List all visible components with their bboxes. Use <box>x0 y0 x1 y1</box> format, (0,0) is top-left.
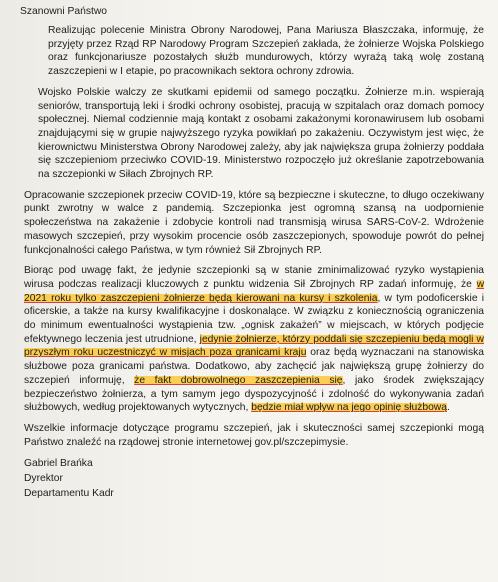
highlight-voluntary: że fakt dobrowolnego zaszczepienia się <box>134 374 343 386</box>
paragraph-4-text-2: , w tym podoficerskie i oficerskie, a także na kursy kwalifikacyjne i doskonalące. W związku z koniecznością ograniczenia do minimum ewentualności wystąpienia tzw. „ognisk zakażeń” w miejscach, w których podjęcie efektywnego leczenia jest utrudnione, <box>24 292 484 345</box>
paragraph-3: Opracowanie szczepionek przeciw COVID-19, które są bezpieczne i skuteczne, to długo oczekiwany punkt zwrotny w walce z pandemią. Szczepionka jest ogromną szansą na uodpornienie społeczeństwa na zakażenie i zdobycie kontroli nad transmisją wirusa SARS-CoV-2. Wdrożenie masowych szczepień, przy wysokim procencie osób zaszczepionych, spowoduje powrót do pełnej funkcjonalności całego Państwa, w tym również Sił Zbrojnych RP. <box>24 189 484 256</box>
paragraph-4-text-3: oraz będą wyznaczani na stanowiska służbowe poza granicami państwa. Dodatkowo, aby zachęcić jak największą grupę żołnierzy do szczepień informuję, <box>24 347 484 386</box>
paragraph-4-text-1: Biorąc pod uwagę fakt, że jedynie szczepionki są w stanie zminimalizować ryzyko wystąpienia wirusa podczas realizacji kluczowych z punktu widzenia Sił Zbrojnych RP zadań informuję, że <box>24 265 484 290</box>
paragraph-4 <box>20 264 484 415</box>
highlight-opinion: będzie miał wpływ na jego opinię służbową <box>251 402 447 414</box>
signature-role: Dyrektor <box>24 473 63 485</box>
signature-department: Departamentu Kadr <box>24 488 114 500</box>
signature-block <box>20 456 484 501</box>
paragraph-4-text-5: . <box>446 402 450 414</box>
paragraph-5: Wszelkie informacje dotyczące programu szczepień, jak i skuteczności samej szczepionki mogą Państwo znaleźć na rządowej stronie internetowej gov.pl/szczepimysie. <box>24 422 484 448</box>
paragraph-4-text-4: , jako środek zwiększający bezpieczeństwo żołnierza, a tym samym jego dyspozycyjność i zdolność do wykonywania zadań służbowych, według projektowanych wytycznych, <box>24 374 484 414</box>
highlight-missions: jedynie żołnierze, którzy poddali się szczepieniu będą mogli w przyszłym roku uczestniczyć w misjach poza granicami kraju <box>24 333 484 359</box>
highlight-training: w 2021 roku tylko zaszczepieni żołnierze będą kierowani na kursy i szkolenia <box>24 278 484 304</box>
paragraph-1: Realizując polecenie Ministra Obrony Narodowej, Pana Mariusza Błaszczaka, informuję, że przyjęty przez Rząd RP Narodowy Program Szczepień zakłada, że żołnierze Wojska Polskiego oraz funkcjonariusze pozostałych służb mundurowych, którzy wyrażą taką wolę zostaną zaszczepieni w I etapie, po pracownikach sektora ochrony zdrowia. <box>48 25 484 78</box>
salutation: Szanowni Państwo <box>20 6 108 17</box>
paragraph-2: Wojsko Polskie walczy ze skutkami epidemii od samego początku. Żołnierze m.in. wspierają seniorów, transportują leki i środki ochrony osobistej, pracują w szpitalach oraz domach pomocy społecznej. Niemal codziennie mają kontakt z osobami zakażonymi koronawirusem lub osobami znajdującymi się w grupie najwyższego ryzyka powikłań po zakażeniu. Oczywistym jest więc, że kierownictwu Ministerstwa Obrony Narodowej zależy, aby jak największa grupa żołnierzy poddała się szczepieniom przeciwko COVID-19. Ministerstwo rozpoczęło już określanie zapotrzebowania na szczepionki w Siłach Zbrojnych RP. <box>38 86 484 181</box>
signature-name: Gabriel Brańka <box>24 458 93 470</box>
